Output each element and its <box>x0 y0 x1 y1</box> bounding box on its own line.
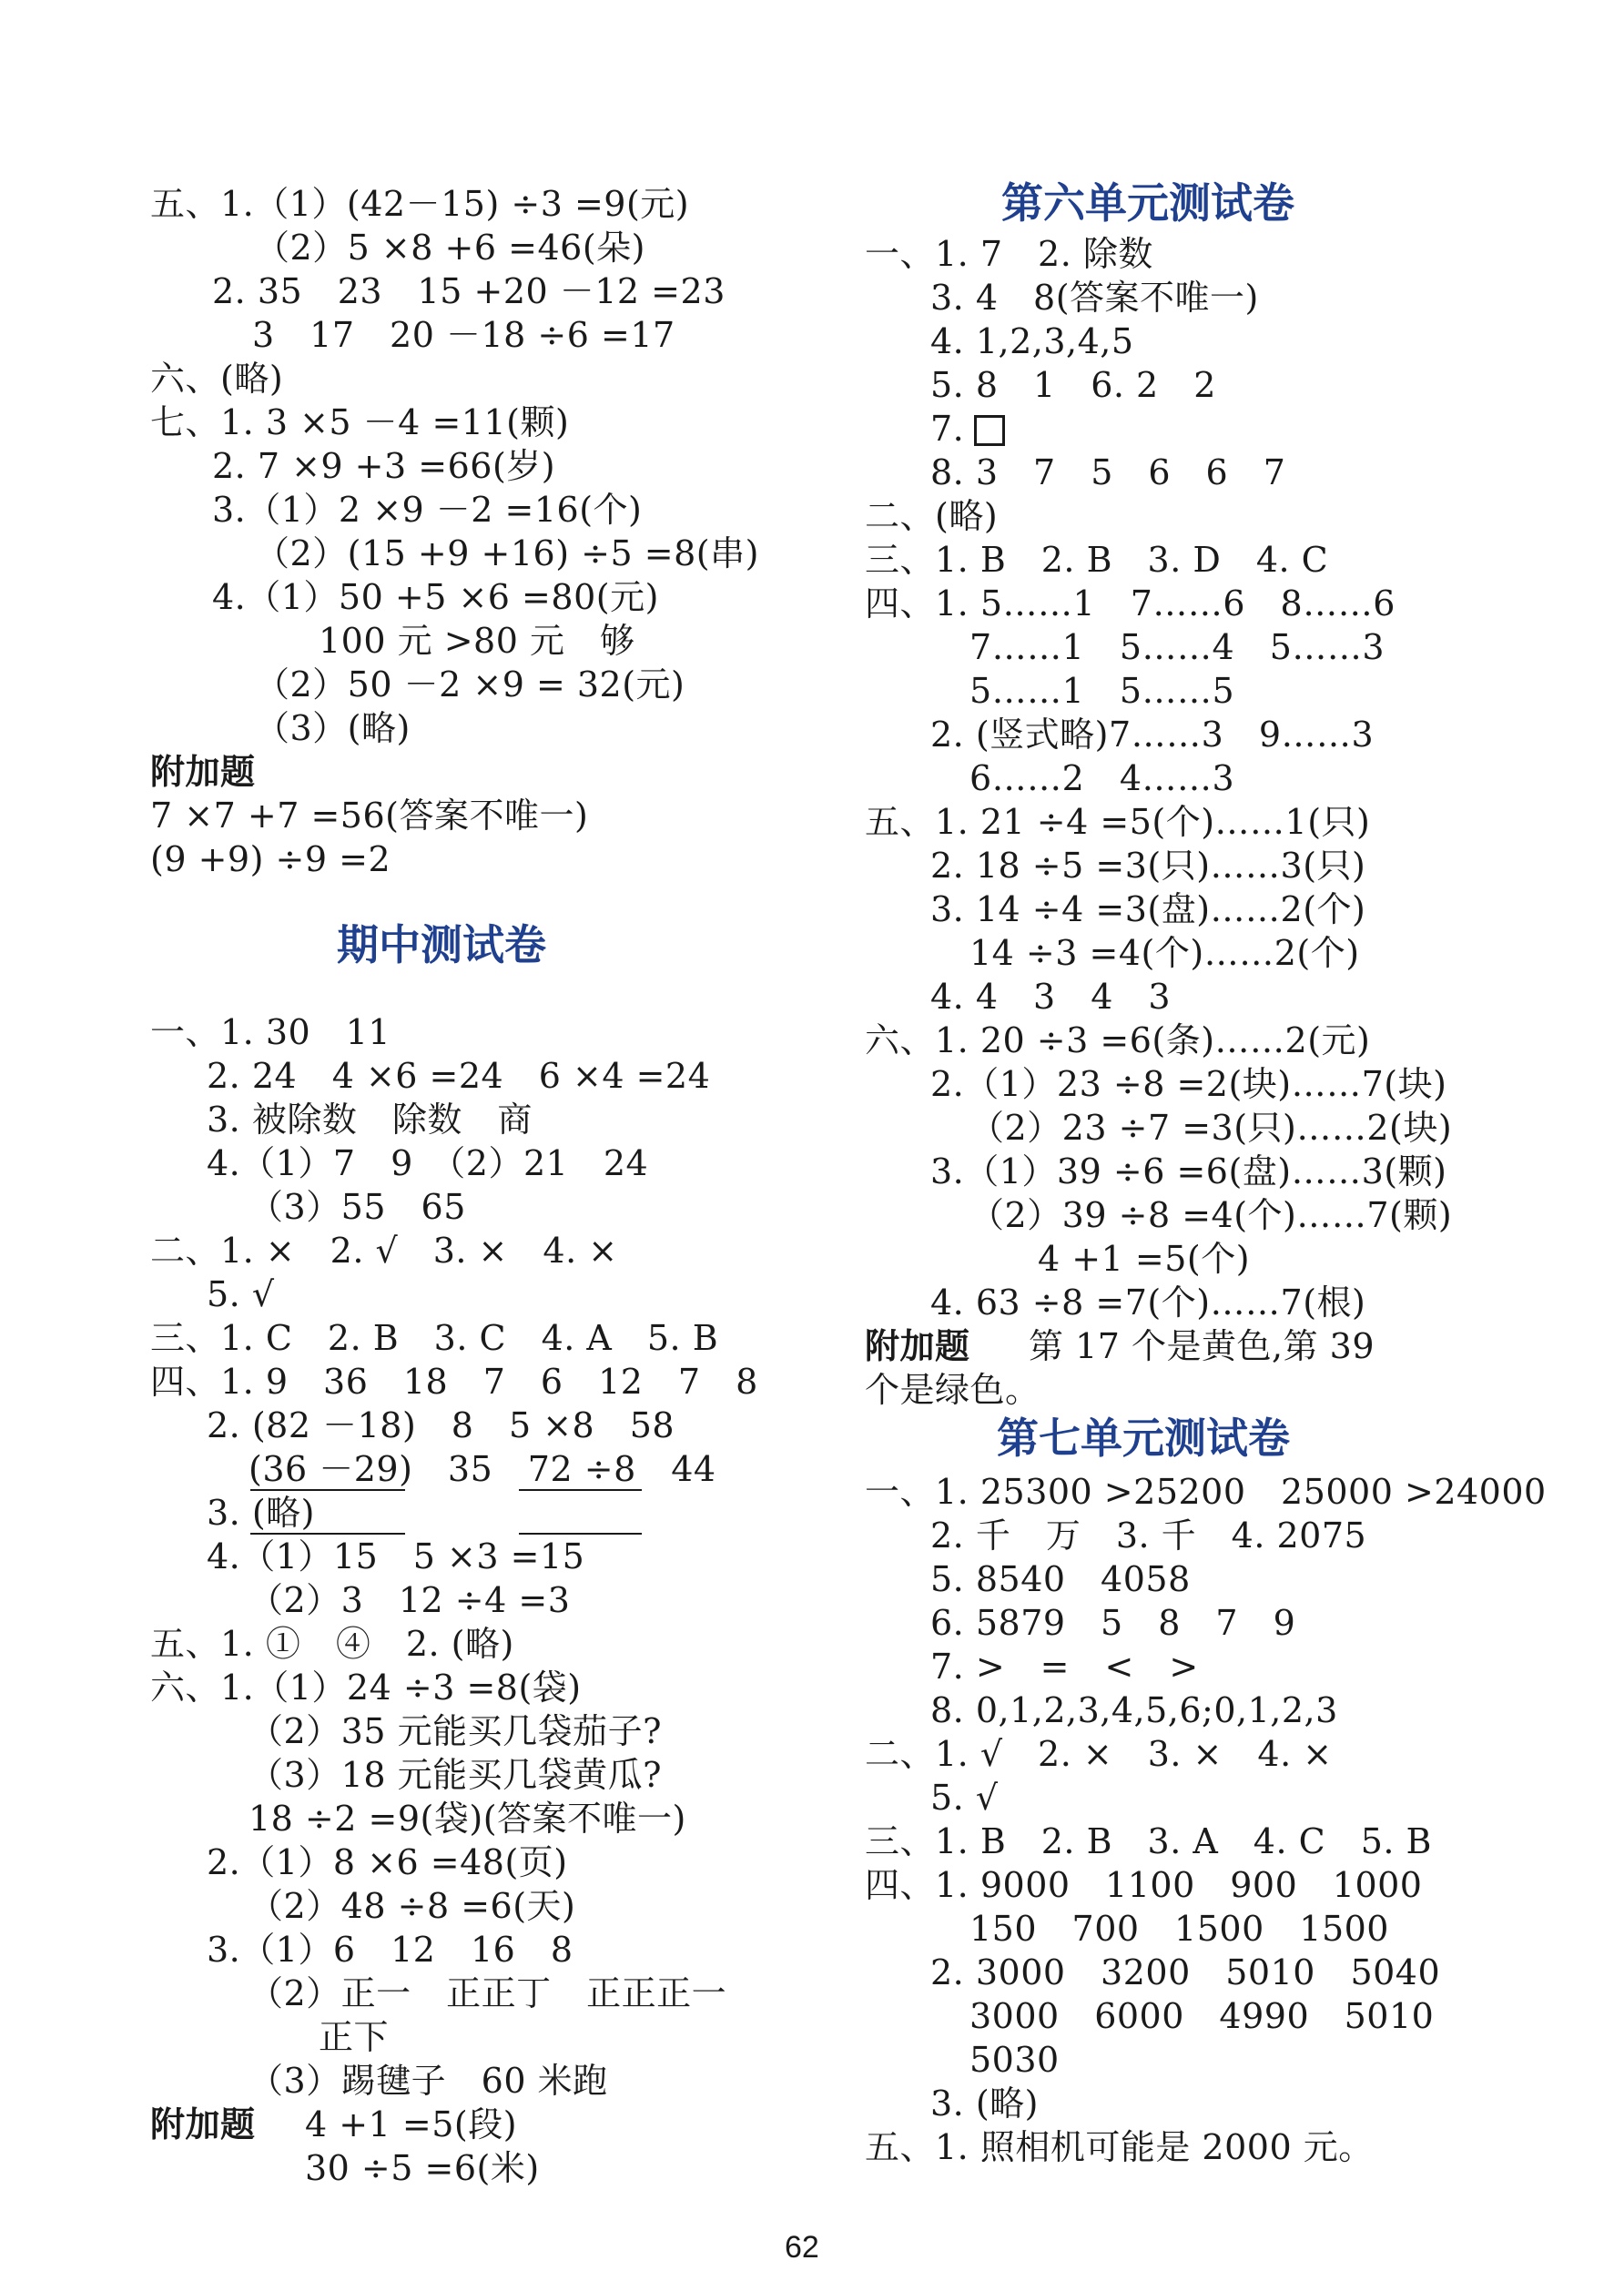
answer-line: 4.（1）50 +5 ×6 =80(元) <box>212 577 659 617</box>
answer-line: 8. 3 7 5 6 6 7 <box>930 452 1286 492</box>
answer-line: 2. (竖式略)7……3 9……3 <box>930 715 1375 755</box>
answer-line: 5030 <box>969 2040 1060 2080</box>
section-title-midterm: 期中测试卷 <box>337 920 546 969</box>
answer-line: 二、(略) <box>865 496 999 536</box>
answer-line: （2）50 －2 ×9 = 32(元) <box>255 664 685 705</box>
answer-line: 3000 6000 4990 5010 <box>969 1996 1435 2036</box>
answer-line: 3. (略) <box>207 1493 315 1533</box>
answer-line: 四、1. 9 36 18 7 6 12 7 8 <box>150 1362 758 1402</box>
answer-line: 六、(略) <box>150 359 284 399</box>
answer-line: 三、1. C 2. B 3. C 4. A 5. B <box>150 1318 719 1358</box>
answer-line: 二、1. × 2. √ 3. × 4. × <box>150 1231 618 1271</box>
answer-line: 4 +1 =5(段) <box>305 2104 518 2144</box>
answer-line: 6……2 4……3 <box>969 758 1235 798</box>
answer-line: 一、1. 7 2. 除数 <box>865 234 1153 274</box>
answer-line: 2. 7 ×9 +3 =66(岁) <box>212 446 556 486</box>
answer-line: （2）(15 +9 +16) ÷5 =8(串) <box>255 533 759 573</box>
bonus-title: 附加题 <box>150 2103 256 2144</box>
answer-line: （2）5 ×8 +6 =46(朵) <box>255 228 645 268</box>
answer-line: 3. 被除数 除数 商 <box>207 1100 533 1140</box>
answer-line: （2）正一 正正丁 正正正一 <box>249 1973 727 2013</box>
answer-line: 7. <box>930 409 965 449</box>
answer-line: 3.（1）2 ×9 －2 =16(个) <box>212 490 643 530</box>
answer-line: （2）35 元能买几袋茄子? <box>249 1711 662 1751</box>
answer-line: 2. 千 万 3. 千 4. 2075 <box>930 1516 1367 1556</box>
answer-line: 7 ×7 +7 =56(答案不唯一) <box>150 796 589 836</box>
answer-line: 2. (82 －18) 8 5 ×8 58 <box>207 1405 675 1445</box>
answer-line: （3）18 元能买几袋黄瓜? <box>249 1755 662 1795</box>
answer-line: 一、1. 25300 >25200 25000 >24000 <box>865 1472 1547 1512</box>
answer-line: 4. 4 3 4 3 <box>930 977 1172 1017</box>
answer-line: 5……1 5……5 <box>969 671 1235 711</box>
answer-line: 六、1. 20 ÷3 =6(条)……2(元) <box>865 1020 1371 1060</box>
answer-line: 五、1. ① ④ 2. (略) <box>150 1624 514 1664</box>
answer-line: 3.（1）39 ÷6 =6(盘)……3(颗) <box>930 1151 1447 1191</box>
page-number: 62 <box>785 2230 819 2265</box>
section-title-unit7: 第七单元测试卷 <box>997 1414 1290 1463</box>
answer-line: 18 ÷2 =9(袋)(答案不唯一) <box>249 1799 686 1839</box>
bonus-title: 附加题 <box>150 751 256 792</box>
answer-line: (9 +9) ÷9 =2 <box>150 839 391 879</box>
answer-line: 二、1. √ 2. × 3. × 4. × <box>865 1734 1333 1774</box>
answer-line: 四、1. 5……1 7……6 8……6 <box>865 583 1396 623</box>
answer-line: （2）39 ÷8 =4(个)……7(颗) <box>969 1195 1453 1235</box>
answer-line: 4. 1,2,3,4,5 <box>930 321 1134 361</box>
answer-line: 7. > = < > <box>930 1647 1199 1687</box>
answer-line: 14 ÷3 =4(个)……2(个) <box>969 933 1360 973</box>
answer-line: 4 +1 =5(个) <box>1038 1239 1251 1279</box>
right-column <box>865 0 1620 2185</box>
answer-line: 五、1. 照相机可能是 2000 元。 <box>865 2127 1374 2167</box>
answer-line: 4.（1）7 9 （2）21 24 <box>207 1143 649 1183</box>
answer-line: 5. 8540 4058 <box>930 1559 1191 1599</box>
answer-line: （3）55 65 <box>249 1187 466 1227</box>
answer-line: 2. 35 23 15 +20 －12 =23 <box>212 271 726 311</box>
underline <box>519 1489 642 1491</box>
answer-line: 个是绿色。 <box>865 1370 1040 1410</box>
answer-line: (36 －29) 35 72 ÷8 44 <box>249 1449 716 1489</box>
answer-line: 五、1.（1）(42－15) ÷3 =9(元) <box>150 184 690 224</box>
answer-line: 7……1 5……4 5……3 <box>969 627 1385 667</box>
answer-line: 2. 24 4 ×6 =24 6 ×4 =24 <box>207 1056 711 1096</box>
answer-line: 3 17 20 －18 ÷6 =17 <box>252 315 675 355</box>
answer-line: 3. 4 8(答案不唯一) <box>930 278 1259 318</box>
answer-line: 30 ÷5 =6(米) <box>305 2148 540 2188</box>
answer-line: 3.（1）6 12 16 8 <box>207 1930 573 1970</box>
answer-line: 三、1. B 2. B 3. A 4. C 5. B <box>865 1821 1432 1861</box>
answer-line: 5. √ <box>930 1778 999 1818</box>
square-answer-box <box>974 415 1005 446</box>
answer-line: （3）踢毽子 60 米跑 <box>249 2061 608 2101</box>
answer-line: 七、1. 3 ×5 －4 =11(颗) <box>150 402 570 442</box>
answer-line: 4. 63 ÷8 =7(个)……7(根) <box>930 1282 1366 1323</box>
answer-line: 5. √ <box>207 1274 275 1314</box>
answer-line: 三、1. B 2. B 3. D 4. C <box>865 540 1329 580</box>
answer-line: 2.（1）8 ×6 =48(页) <box>207 1842 568 1882</box>
answer-line: 3. (略) <box>930 2083 1039 2124</box>
answer-line: 8. 0,1,2,3,4,5,6;0,1,2,3 <box>930 1690 1338 1730</box>
answer-line: 5. 8 1 6. 2 2 <box>930 365 1216 405</box>
answer-line: 六、1.（1）24 ÷3 =8(袋) <box>150 1668 582 1708</box>
answer-line: 2. 3000 3200 5010 5040 <box>930 1952 1441 1992</box>
answer-line: 4.（1）15 5 ×3 =15 <box>207 1536 585 1576</box>
answer-line: （2）3 12 ÷4 =3 <box>249 1580 571 1620</box>
bonus-title: 附加题 <box>865 1325 970 1366</box>
answer-line: 一、1. 30 11 <box>150 1012 391 1052</box>
answer-line: 四、1. 9000 1100 900 1000 <box>865 1865 1423 1905</box>
answer-line: 2. 18 ÷5 =3(只)……3(只) <box>930 846 1366 886</box>
answer-line: 五、1. 21 ÷4 =5(个)……1(只) <box>865 802 1371 842</box>
answer-line: （3）(略) <box>255 708 411 748</box>
answer-line: 6. 5879 5 8 7 9 <box>930 1603 1296 1643</box>
answer-line: 150 700 1500 1500 <box>969 1909 1389 1949</box>
answer-line: 第 17 个是黄色,第 39 <box>1029 1326 1375 1366</box>
answer-line: （2）48 ÷8 =6(天) <box>249 1886 576 1926</box>
answer-line: 100 元 >80 元 够 <box>319 621 635 661</box>
left-column <box>150 0 906 2188</box>
section-title-unit6: 第六单元测试卷 <box>1001 178 1294 228</box>
answer-line: （2）23 ÷7 =3(只)……2(块) <box>969 1108 1453 1148</box>
answer-line: 2.（1）23 ÷8 =2(块)……7(块) <box>930 1064 1447 1104</box>
answer-line: 正下 <box>319 2017 390 2057</box>
answer-line: 3. 14 ÷4 =3(盘)……2(个) <box>930 889 1366 929</box>
